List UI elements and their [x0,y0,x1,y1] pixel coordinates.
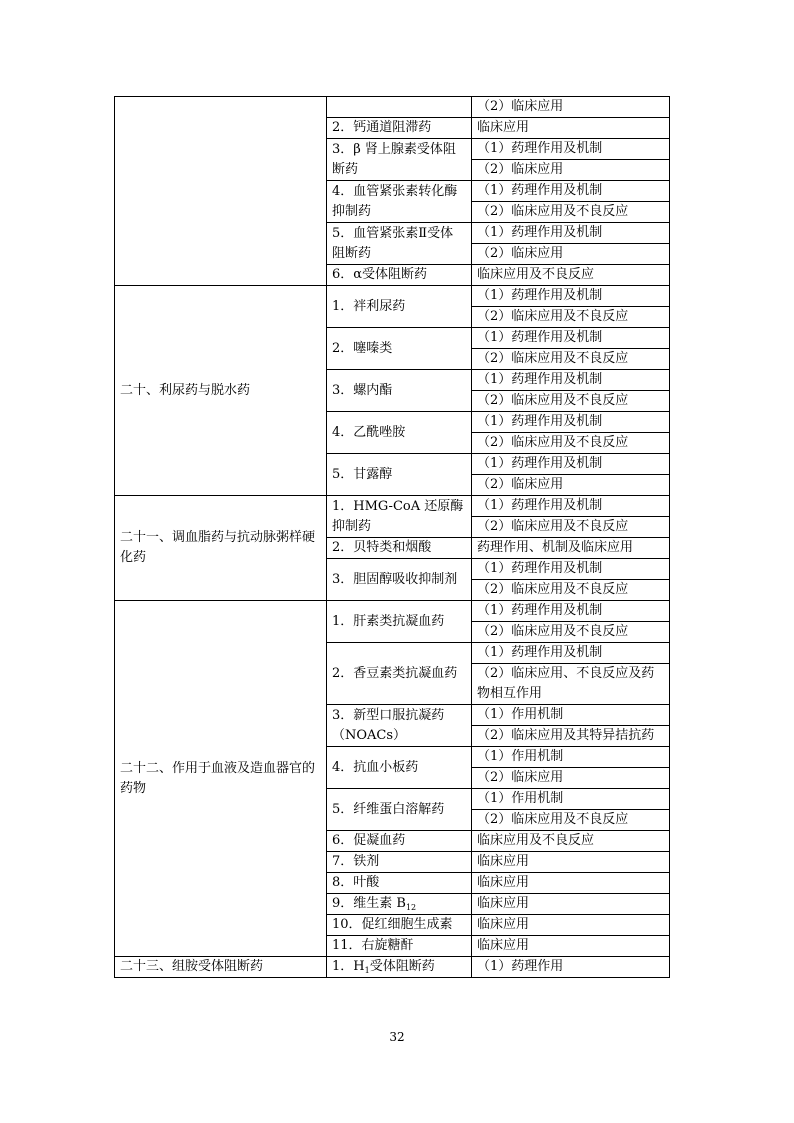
content-cell: （1）药理作用及机制 [472,181,670,202]
subscript: 12 [405,903,417,912]
subtopic-cell: 2．贝特类和烟酸 [327,538,472,559]
table-row [115,286,670,307]
page-number: 32 [389,1030,405,1044]
section-cell-21: 二十一、调血脂药与抗动脉粥样硬化药 [115,496,327,601]
content-cell: （2）临床应用及不良反应 [472,580,670,601]
content-cell: （1）药理作用及机制 [472,139,670,160]
table-row [115,957,670,978]
content-cell: （2）临床应用 [472,768,670,789]
section-cell-22: 二十二、作用于血液及造血器官的药物 [115,601,327,957]
table-row [115,601,670,622]
subtopic-cell: 3．胆固醇吸收抑制剂 [327,559,472,601]
content-cell: 临床应用 [472,873,670,894]
table-row [115,97,670,118]
content-cell: 临床应用 [472,118,670,139]
section-cell-23: 二十三、组胺受体阻断药 [115,957,327,978]
content-cell: （1）药理作用及机制 [472,328,670,349]
section-cell [115,97,327,286]
content-cell: （1）药理作用及机制 [472,454,670,475]
subtopic-cell: 8．叶酸 [327,873,472,894]
content-cell: （2）临床应用及不良反应 [472,391,670,412]
h1-suffix: 受体阻断药 [369,959,435,974]
content-cell: （2）临床应用及不良反应 [472,517,670,538]
subtopic-cell: 2．噻嗪类 [327,328,472,370]
subtopic-cell: 7．铁剂 [327,852,472,873]
content-cell: （2）临床应用及其特异拮抗药 [472,726,670,747]
subtopic-cell: 5．甘露醇 [327,454,472,496]
content-cell: （2）临床应用及不良反应 [472,307,670,328]
subtopic-cell [327,957,472,978]
subtopic-cell: 4．血管紧张素转化酶抑制药 [327,181,472,223]
subtopic-cell: 1．HMG-CoA 还原酶抑制药 [327,496,472,538]
content-cell: 临床应用 [472,852,670,873]
table-row [115,496,670,517]
content-cell: 临床应用 [472,915,670,936]
content-cell: （1）作用机制 [472,705,670,726]
h1-prefix: 1．H [332,959,365,974]
content-cell: （2）临床应用 [472,475,670,496]
subtopic-cell: 3．β 肾上腺素受体阻断药 [327,139,472,181]
content-cell: 临床应用 [472,894,670,915]
content-cell: （1）药理作用及机制 [472,559,670,580]
subtopic-cell: 2．钙通道阻滞药 [327,118,472,139]
subtopic-cell: 6．促凝血药 [327,831,472,852]
vitamin-b-label: 9．维生素 B [332,896,406,911]
subtopic-cell: 11．右旋糖酐 [327,936,472,957]
content-cell: （1）药理作用及机制 [472,601,670,622]
content-cell: （2）临床应用及不良反应 [472,202,670,223]
content-cell: （1）药理作用 [472,957,670,978]
subtopic-cell: 3．螺内酯 [327,370,472,412]
content-cell: （1）药理作用及机制 [472,412,670,433]
subscript: 1 [364,966,370,975]
subtopic-cell: 2．香豆素类抗凝血药 [327,643,472,705]
content-cell: （2）临床应用 [472,160,670,181]
subtopic-cell: 5．血管紧张素Ⅱ受体阻断药 [327,223,472,265]
content-cell: （1）作用机制 [472,789,670,810]
content-cell: 临床应用 [472,936,670,957]
content-cell: （1）药理作用及机制 [472,370,670,391]
subtopic-cell: 3．新型口服抗凝药（NOACs） [327,705,472,747]
content-cell: 临床应用及不良反应 [472,831,670,852]
subtopic-cell: 4．抗血小板药 [327,747,472,789]
content-cell: （1）药理作用及机制 [472,286,670,307]
content-cell: （2）临床应用及不良反应 [472,433,670,454]
subtopic-cell: 6．α受体阻断药 [327,265,472,286]
content-cell: （2）临床应用及不良反应 [472,810,670,831]
subtopic-cell: 1．袢利尿药 [327,286,472,328]
subtopic-cell [327,97,472,118]
content-cell: （1）药理作用及机制 [472,496,670,517]
content-cell: （2）临床应用及不良反应 [472,349,670,370]
subtopic-cell [327,894,472,915]
outline-table [114,96,670,978]
content-cell: （1）药理作用及机制 [472,223,670,244]
content-cell: （2）临床应用 [472,97,670,118]
content-cell: （2）临床应用、不良反应及药物相互作用 [472,664,670,705]
subtopic-cell: 10．促红细胞生成素 [327,915,472,936]
content-cell: （1）药理作用及机制 [472,643,670,664]
subtopic-cell: 4．乙酰唑胺 [327,412,472,454]
content-cell: （1）作用机制 [472,747,670,768]
content-cell: （2）临床应用及不良反应 [472,622,670,643]
content-cell: （2）临床应用 [472,244,670,265]
subtopic-cell: 5．纤维蛋白溶解药 [327,789,472,831]
section-cell-20: 二十、利尿药与脱水药 [115,286,327,496]
content-cell: 药理作用、机制及临床应用 [472,538,670,559]
content-cell: 临床应用及不良反应 [472,265,670,286]
subtopic-cell: 1．肝素类抗凝血药 [327,601,472,643]
